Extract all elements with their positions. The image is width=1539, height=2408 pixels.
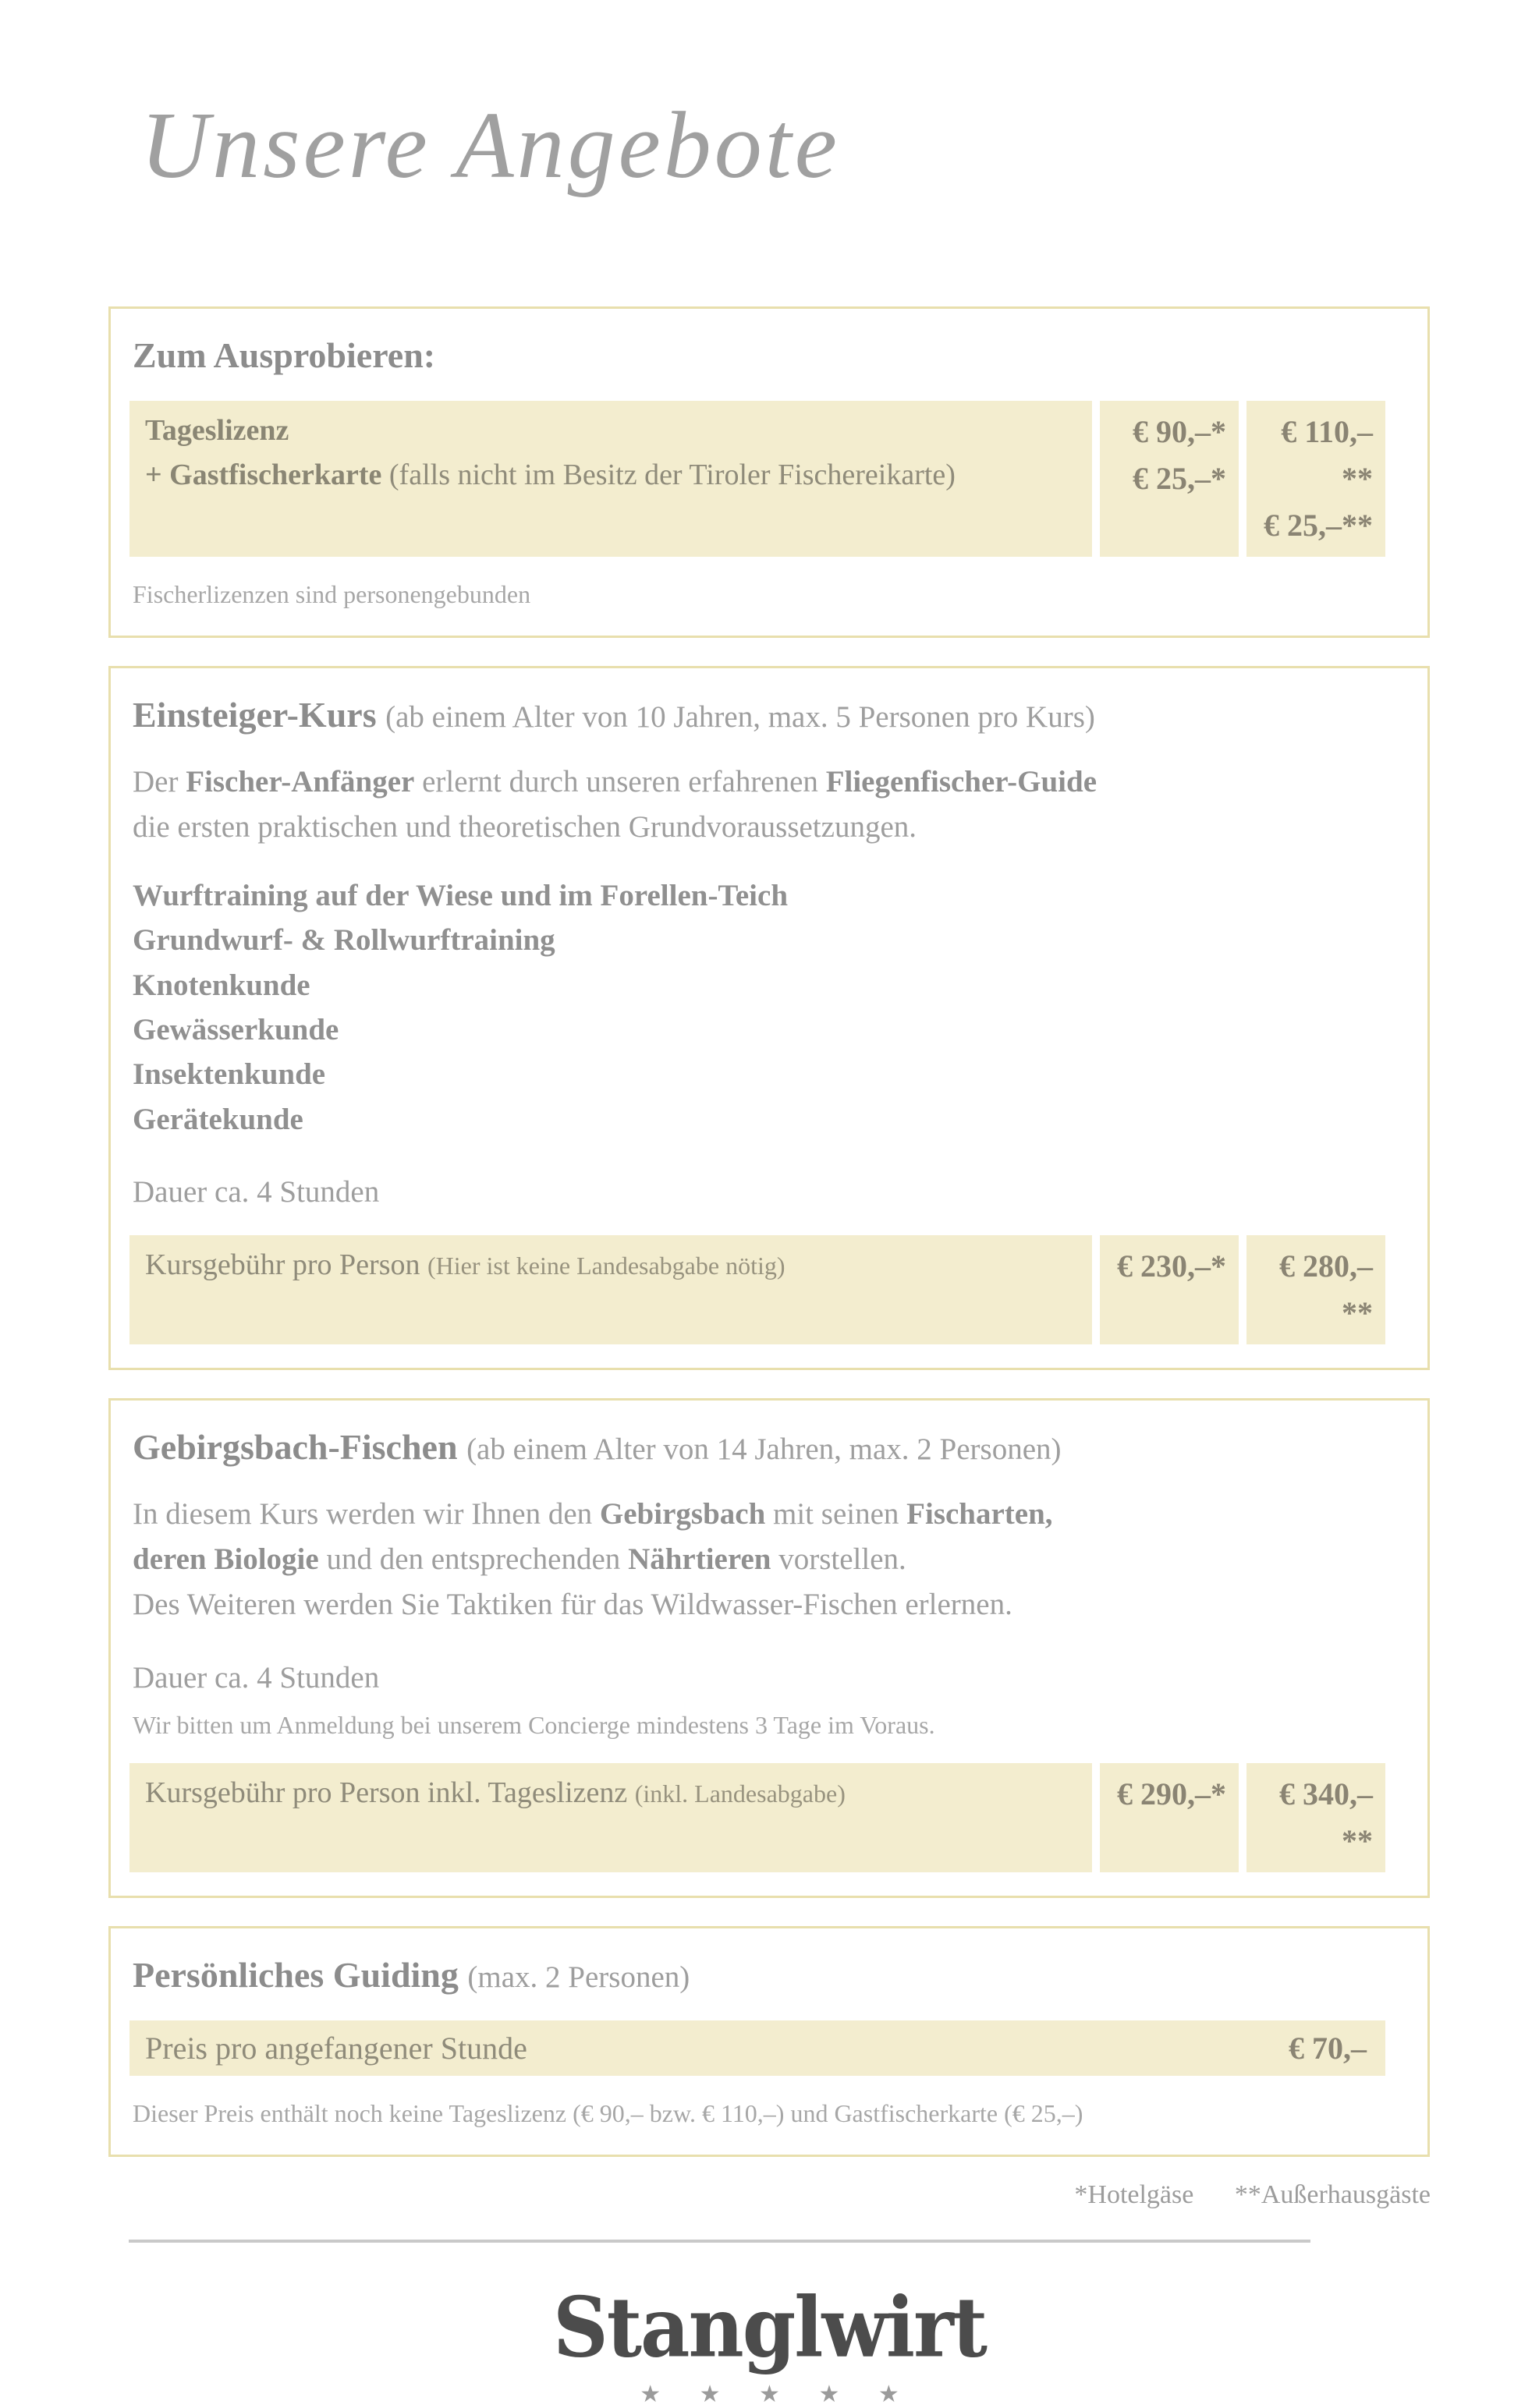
guiding-note: Dieser Preis enthält noch keine Tageslizenz (€ 90,– bzw. € 110,–) und Gastfischerkarte (€ 25,–) (133, 2098, 1083, 2127)
price-row-mountain-fee (129, 1763, 1385, 1872)
topic-item: Gewässerkunde (133, 1012, 339, 1046)
stanglwirt-logo: Stanglwirt (552, 2279, 987, 2377)
footnote-external-guests: **Außerhausgäste (1234, 2180, 1431, 2209)
price-column-external: € 340,–** (1246, 1763, 1385, 1872)
beginner-topic-list (133, 873, 1407, 1142)
footnote-hotel-guests: *Hotelgäse (1074, 2180, 1194, 2209)
price-label: Preis pro angefangener Stunde (145, 2030, 527, 2066)
mountain-booking-note: Wir bitten um Anmeldung bei unserem Concierge mindestens 3 Tage im Voraus. (133, 1711, 935, 1740)
section-beginner-course (108, 666, 1430, 1370)
price-value: € 25,–* (1133, 460, 1226, 496)
topic-item: Grundwurf- & Rollwurftraining (133, 923, 555, 958)
section-mountain-stream-course (108, 1398, 1430, 1898)
price-column-external: € 280,–** (1246, 1235, 1385, 1344)
price-row-guiding (129, 2020, 1385, 2076)
heading-info: (ab einem Alter von 10 Jahren, max. 5 Personen pro Kurs) (385, 699, 1095, 734)
topic-item: Gerätekunde (133, 1102, 303, 1136)
topic-item: Insektenkunde (133, 1057, 326, 1092)
trial-note: Fischerlizenzen sind personengebunden (133, 579, 531, 608)
topic-item: Knotenkunde (133, 968, 310, 1002)
fee-info: (inkl. Landesabgabe) (634, 1779, 846, 1808)
section-personal-guiding (108, 1926, 1430, 2157)
price-label-cell (129, 401, 1092, 557)
price-column-external (1246, 401, 1385, 557)
price-column-hotel (1100, 401, 1239, 557)
price-label-cell: Kursgebühr pro Person (Hier ist keine Landesabgabe nötig) (129, 1235, 1092, 1344)
row-label-tageslizenz: Tageslizenz (145, 413, 289, 447)
price-value: € 110,–** (1281, 413, 1373, 496)
price-column-hotel: € 290,–* (1100, 1763, 1239, 1872)
page-title: Unsere Angebote (140, 93, 840, 198)
mountain-intro: In diesem Kurs werden wir Ihnen den Gebirgsbach mit seinen Fischarten, deren Biologie und den entsprechenden Nährtieren vorstellen. Des Weiteren werden Sie Taktiken für das Wildwasser-Fischen erlernen. (133, 1497, 1053, 1621)
beginner-duration: Dauer ca. 4 Stunden (133, 1174, 380, 1209)
beginner-intro: Der Fischer-Anfänger erlernt durch unseren erfahrenen Fliegenfischer-Guide die ersten praktischen und theoretischen Grundvoraussetzungen. (133, 765, 1098, 845)
price-column-hotel: € 230,–* (1100, 1235, 1239, 1344)
heading-info: (ab einem Alter von 14 Jahren, max. 2 Personen) (466, 1432, 1062, 1466)
footnote-legend (0, 2180, 1431, 2210)
section-heading-mountain: Gebirgsbach-Fischen (ab einem Alter von 14 Jahren, max. 2 Personen) (133, 1426, 1062, 1467)
section-heading-trial: Zum Ausprobieren: (133, 335, 436, 376)
price-label-cell: Kursgebühr pro Person inkl. Tageslizenz (inkl. Landesabgabe) (129, 1763, 1092, 1872)
row-label-gastfischerkarte: + Gastfischerkarte (falls nicht im Besitz der Tiroler Fischereikarte) (145, 458, 956, 491)
price-value: € 90,–* (1133, 413, 1226, 449)
fee-info: (Hier ist keine Landesabgabe nötig) (427, 1251, 785, 1280)
section-heading-guiding: Persönliches Guiding (max. 2 Personen) (133, 1955, 690, 1995)
price-value: € 25,–** (1264, 507, 1373, 543)
mountain-duration: Dauer ca. 4 Stunden (133, 1660, 380, 1694)
section-trial-licences (108, 306, 1430, 638)
section-heading-beginner: Einsteiger-Kurs (ab einem Alter von 10 Jahren, max. 5 Personen pro Kurs) (133, 694, 1095, 735)
five-stars-icon: ★ ★ ★ ★ ★ (640, 2380, 915, 2408)
heading-info: (max. 2 Personen) (467, 1960, 690, 1995)
price-value: € 70,– (1289, 2030, 1367, 2066)
footer-divider (129, 2240, 1310, 2243)
topic-item: Wurftraining auf der Wiese und im Forellen-Teich (133, 878, 789, 912)
price-table-trial (129, 401, 1385, 557)
price-row-beginner-fee (129, 1235, 1385, 1344)
